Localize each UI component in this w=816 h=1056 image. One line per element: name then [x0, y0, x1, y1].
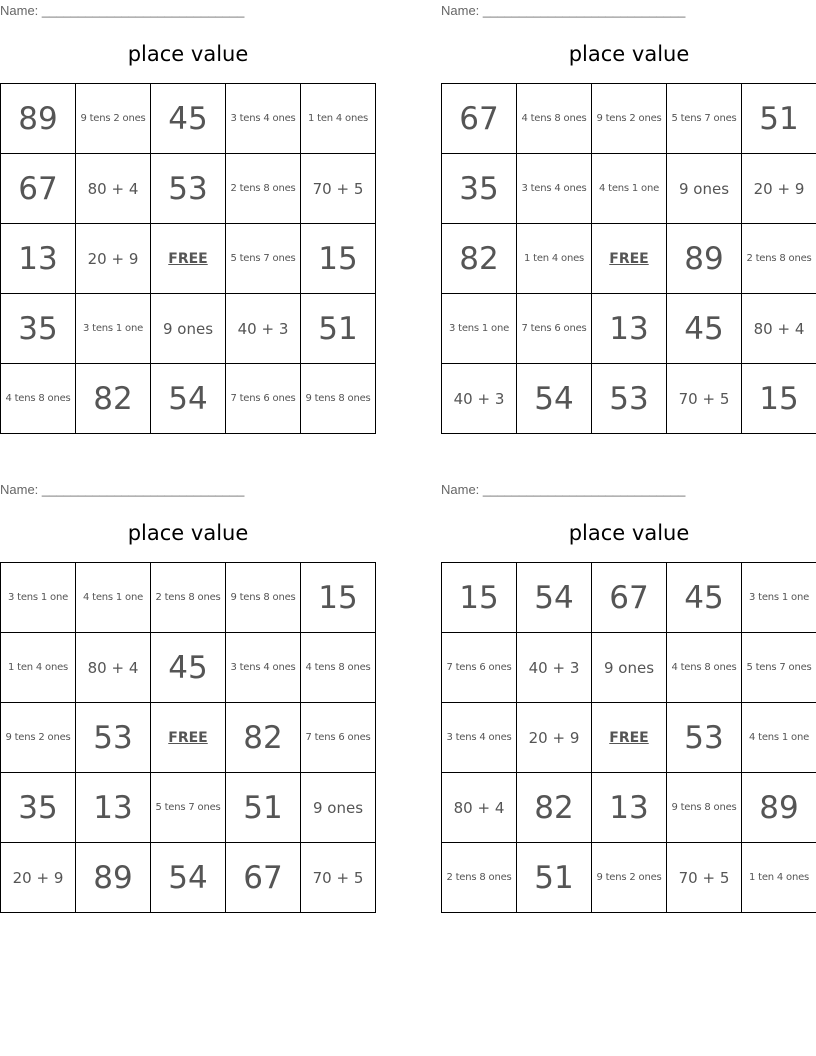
grid-row — [1, 154, 376, 224]
bingo-cell: 35 — [1, 773, 76, 843]
bingo-grid — [0, 562, 376, 913]
bingo-cell: 3 tens 1 one — [442, 294, 517, 364]
grid-row — [1, 843, 376, 913]
bingo-cell: 4 tens 8 ones — [517, 84, 592, 154]
bingo-cell: 80 + 4 — [442, 773, 517, 843]
bingo-cell: 70 + 5 — [301, 154, 376, 224]
bingo-grid — [441, 562, 816, 913]
grid-row — [442, 773, 816, 843]
grid-row — [1, 703, 376, 773]
bingo-cell: 9 tens 2 ones — [592, 843, 667, 913]
bingo-cell: 4 tens 1 one — [742, 703, 816, 773]
bingo-cell: 89 — [1, 84, 76, 154]
bingo-cell: 70 + 5 — [667, 364, 742, 434]
bingo-cell: 40 + 3 — [226, 294, 301, 364]
bingo-cell: 15 — [301, 563, 376, 633]
bingo-cell: 51 — [301, 294, 376, 364]
grid-row — [1, 294, 376, 364]
bingo-cell: 54 — [151, 843, 226, 913]
bingo-cell: 82 — [517, 773, 592, 843]
bingo-cell: 20 + 9 — [1, 843, 76, 913]
grid-row — [1, 84, 376, 154]
bingo-cell: 3 tens 4 ones — [517, 154, 592, 224]
bingo-cell: 82 — [442, 224, 517, 294]
name-field[interactable]: Name: ____________________________ — [441, 3, 686, 18]
bingo-cell: 54 — [517, 364, 592, 434]
bingo-cell: 7 tens 6 ones — [301, 703, 376, 773]
name-field[interactable]: Name: ____________________________ — [0, 482, 245, 497]
bingo-cell: 1 ten 4 ones — [301, 84, 376, 154]
bingo-cell: 9 tens 2 ones — [592, 84, 667, 154]
bingo-grid — [441, 83, 816, 434]
bingo-cell: 20 + 9 — [517, 703, 592, 773]
bingo-cell: 9 ones — [151, 294, 226, 364]
bingo-cell: 9 ones — [667, 154, 742, 224]
bingo-cell: 2 tens 8 ones — [226, 154, 301, 224]
bingo-cell: 51 — [517, 843, 592, 913]
bingo-cell: 2 tens 8 ones — [442, 843, 517, 913]
bingo-cell: 45 — [667, 294, 742, 364]
bingo-cell: 80 + 4 — [76, 154, 151, 224]
bingo-cell: 45 — [151, 633, 226, 703]
bingo-cell: 89 — [742, 773, 816, 843]
bingo-cell: 67 — [592, 563, 667, 633]
free-space-cell: FREE — [592, 703, 667, 773]
bingo-cell: 7 tens 6 ones — [226, 364, 301, 434]
bingo-cell: 54 — [517, 563, 592, 633]
bingo-cell: 45 — [667, 563, 742, 633]
bingo-cell: 67 — [442, 84, 517, 154]
grid-row — [1, 633, 376, 703]
bingo-cell: 4 tens 1 one — [592, 154, 667, 224]
bingo-cell: 4 tens 8 ones — [667, 633, 742, 703]
bingo-cell: 4 tens 1 one — [76, 563, 151, 633]
bingo-cell: 53 — [592, 364, 667, 434]
bingo-cell: 51 — [742, 84, 816, 154]
bingo-cell: 70 + 5 — [667, 843, 742, 913]
bingo-cell: 4 tens 8 ones — [1, 364, 76, 434]
bingo-cell: 89 — [667, 224, 742, 294]
bingo-cell: 5 tens 7 ones — [226, 224, 301, 294]
bingo-cell: 15 — [301, 224, 376, 294]
bingo-cell: 45 — [151, 84, 226, 154]
bingo-cell: 9 tens 2 ones — [1, 703, 76, 773]
bingo-cell: 4 tens 8 ones — [301, 633, 376, 703]
card-title: place value — [568, 521, 690, 545]
grid-row — [442, 633, 816, 703]
bingo-cell: 13 — [592, 773, 667, 843]
bingo-cell: 40 + 3 — [517, 633, 592, 703]
grid-row — [442, 703, 816, 773]
bingo-cell: 82 — [226, 703, 301, 773]
bingo-grid — [0, 83, 376, 434]
bingo-cell: 2 tens 8 ones — [742, 224, 816, 294]
name-field[interactable]: Name: ____________________________ — [441, 482, 686, 497]
bingo-cell: 9 tens 8 ones — [301, 364, 376, 434]
bingo-cell: 5 tens 7 ones — [151, 773, 226, 843]
grid-row — [1, 224, 376, 294]
grid-row — [442, 84, 816, 154]
bingo-cell: 35 — [442, 154, 517, 224]
bingo-cell: 3 tens 1 one — [742, 563, 816, 633]
bingo-cell: 7 tens 6 ones — [517, 294, 592, 364]
bingo-cell: 2 tens 8 ones — [151, 563, 226, 633]
bingo-cell: 1 ten 4 ones — [517, 224, 592, 294]
bingo-cell: 1 ten 4 ones — [742, 843, 816, 913]
free-space-cell: FREE — [151, 703, 226, 773]
bingo-cell: 9 tens 2 ones — [76, 84, 151, 154]
bingo-cell: 53 — [667, 703, 742, 773]
card-title: place value — [568, 42, 690, 66]
grid-row — [442, 843, 816, 913]
bingo-cell: 3 tens 4 ones — [442, 703, 517, 773]
bingo-cell: 20 + 9 — [76, 224, 151, 294]
bingo-cell: 15 — [442, 563, 517, 633]
name-field[interactable]: Name: ____________________________ — [0, 3, 245, 18]
bingo-cell: 67 — [226, 843, 301, 913]
bingo-cell: 13 — [592, 294, 667, 364]
grid-row — [442, 224, 816, 294]
bingo-cell: 9 tens 8 ones — [667, 773, 742, 843]
grid-row — [1, 773, 376, 843]
bingo-cell: 20 + 9 — [742, 154, 816, 224]
bingo-cell: 7 tens 6 ones — [442, 633, 517, 703]
bingo-cell: 35 — [1, 294, 76, 364]
bingo-cell: 80 + 4 — [742, 294, 816, 364]
grid-row — [1, 563, 376, 633]
grid-row — [1, 364, 376, 434]
card-title: place value — [127, 521, 249, 545]
card-title: place value — [127, 42, 249, 66]
bingo-cell: 13 — [1, 224, 76, 294]
grid-row — [442, 563, 816, 633]
bingo-cell: 9 ones — [592, 633, 667, 703]
bingo-cell: 3 tens 1 one — [76, 294, 151, 364]
bingo-cell: 54 — [151, 364, 226, 434]
bingo-cell: 9 tens 8 ones — [226, 563, 301, 633]
bingo-cell: 1 ten 4 ones — [1, 633, 76, 703]
bingo-cell: 3 tens 1 one — [1, 563, 76, 633]
bingo-cell: 40 + 3 — [442, 364, 517, 434]
bingo-cell: 13 — [76, 773, 151, 843]
bingo-cell: 3 tens 4 ones — [226, 633, 301, 703]
bingo-cell: 3 tens 4 ones — [226, 84, 301, 154]
bingo-cell: 9 ones — [301, 773, 376, 843]
bingo-cell: 82 — [76, 364, 151, 434]
bingo-cell: 80 + 4 — [76, 633, 151, 703]
bingo-cell: 5 tens 7 ones — [667, 84, 742, 154]
bingo-cell: 51 — [226, 773, 301, 843]
free-space-cell: FREE — [151, 224, 226, 294]
free-space-cell: FREE — [592, 224, 667, 294]
bingo-cell: 5 tens 7 ones — [742, 633, 816, 703]
bingo-cell: 89 — [76, 843, 151, 913]
bingo-cell: 53 — [151, 154, 226, 224]
grid-row — [442, 364, 816, 434]
bingo-cell: 15 — [742, 364, 816, 434]
bingo-cell: 67 — [1, 154, 76, 224]
bingo-cell: 53 — [76, 703, 151, 773]
bingo-cell: 70 + 5 — [301, 843, 376, 913]
grid-row — [442, 294, 816, 364]
grid-row — [442, 154, 816, 224]
